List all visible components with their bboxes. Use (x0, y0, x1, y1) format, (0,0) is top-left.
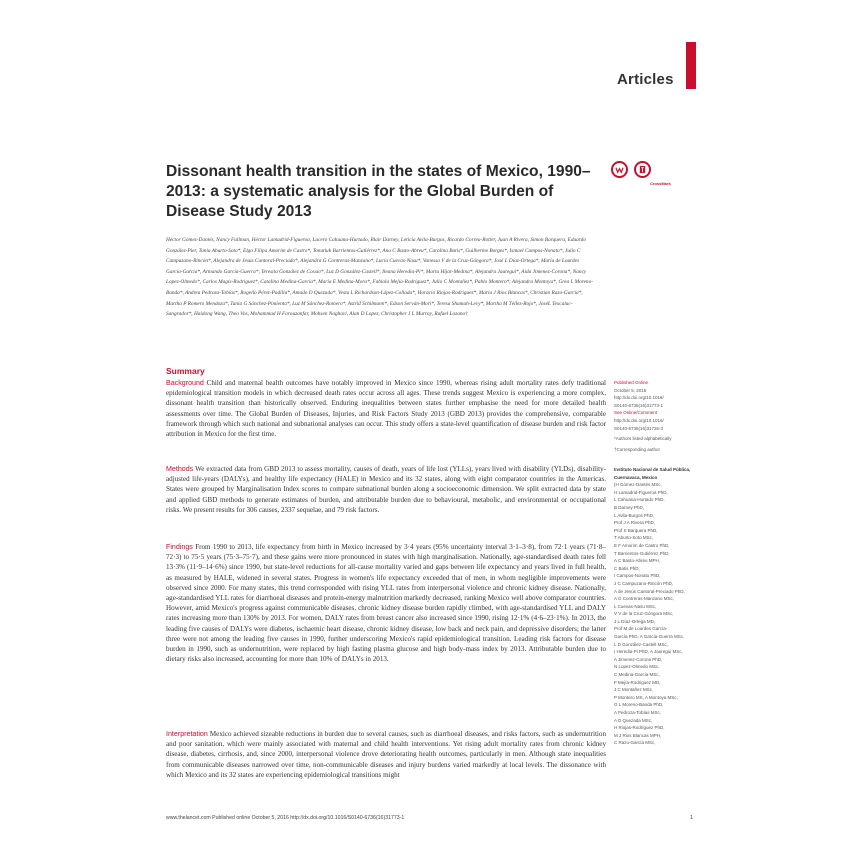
affiliations (614, 466, 694, 747)
affiliation-line: I Campos-Nonato PhD, (614, 573, 661, 579)
affiliation-line: M J Rios Blancas MPH, (614, 732, 662, 738)
affiliation-line: B Darney PhD, (614, 504, 645, 510)
affiliation-line: J C Montañez MSc, (614, 687, 654, 693)
findings-paragraph (166, 542, 606, 664)
published-date: October 5, 2016 (614, 387, 647, 393)
affiliation-line: E F Amorim de Castro PhD, (614, 542, 670, 548)
affiliation-line: F Mejía-Rodriguez MD, (614, 679, 661, 685)
section-label: Articles (617, 71, 674, 88)
affiliation-line: Prof J A Rivera PhD, (614, 520, 656, 526)
findings-text: From 1990 to 2013, life expectancy from birth in Mexico increased by 3·4 years (95% uncertainty interval 3·1–3·8), from 72·1 years (71·8–72·3) to 75·5 years (75·3–75·7), and these gains were more pronounced in states with high marginalisation. Nationally, age-standardised death rates fell 13·3% (11·9–14·6%) since 1990, but state-level reductions for all-cause mortality varied and gaps between life expectancy and years lived in full health, as measured by HALE, widened in several states. Progress in women's life expectancy exceeded that of men, in whom negligible improvements were observed since 2000. For many states, this trend corresponded with rising YLL rates from interpersonal violence and chronic kidney disease. Nationally, age-standardised YLL rates for diarrhoeal diseases and protein-energy malnutrition markedly decreased, ranking Mexico well above comparator countries. However, amid Mexico's progress against communicable diseases, chronic kidney disease burden rapidly climbed, with age-standardised YLL and DALY rates increasing more than 130% by 2013. For women, DALY rates from breast cancer also increased since 1990, rising 12·1% (4·6–23·1%). In 2013, the leading five causes of DALYs were diabetes, ischaemic heart disease, chronic kidney disease, low back and neck pain, and depressive disorders; the latter three were not among the leading five causes in 1990, further underscoring Mexico's rapid epidemiological transition. Leading risk factors for disease burden in 1990, such as undernutrition, were replaced by high fasting plasma glucose and high body-mass index by 2013. Attributable burden due to dietary risks also increased, accounting for more than 10% of DALYs in 2013. (166, 543, 606, 664)
crossmark-icon[interactable] (634, 161, 651, 178)
article-badges (611, 161, 651, 178)
corresponding-note: †Corresponding author (614, 446, 661, 452)
affiliation-line: C Medina-García MSc, (614, 672, 660, 678)
affiliation-line: T Aburto-Soto MSc, (614, 535, 654, 541)
affiliation-line: G L Moreno-Banda PhD, (614, 702, 664, 708)
methods-text: We extracted data from GBD 2013 to assess mortality, causes of death, years of life lost (YLLs), years lived with disability (YLDs), disability-adjusted life-years (DALYs), and healthy life expectancy (HALE) in Mexico and its 32 states, along with eight comparator countries in the Americas. States were grouped by Marginalisation Index scores to compare subnational burden along a socioeconomic dimension. We split extracted data by state and applied GBD methods to generate estimates of burden, and attributable burden due to behavioural, metabolic, and environmental or occupational risks. We present results for 306 causes, 2337 sequelae, and 79 risk factors. (166, 465, 606, 514)
crossmark-label: CrossMark (650, 181, 671, 186)
affiliation-line: A Pedroza-Tobías MSc, (614, 710, 662, 715)
affiliation-line: L Avila-Burgos PhD, (614, 512, 655, 518)
article-title: Dissonant health transition in the states of Mexico, 1990–2013: a systematic analysis for the Global Burden of Disease Study 2013 (166, 163, 591, 220)
author-list: Héctor Gómez-Dantés, Nancy Fullman, Héctor Lamadrid-Figueroa, Lucero Cahuana-Hurtado, Blair Darney, Leticia Avila-Burgos, Ricardo Correa-Rotter, Juan A Rivera, Simon Barquera, Eduardo González-Pier, Tania Aburto-Soto*, Elga Filipa Amorim de Castro*, Tonatiuh Barrientos-Gutiérrez*, Ana C Basto-Abreu*, Carolina Batis*, Guilherme Borges*, Ismael Campos-Nonato*, Julio C Campuzano-Rincón*, Alejandra de Jesús Cantoral-Preciado*, Alejandra G Contreras-Manzano*, Lucia Cuevas-Nasu*, Vanessa V de la Cruz-Góngora*, José L Díaz-Ortega*, María de Lourdes García-García*, Armando García-Guerra*, Teresita González de Cossío*, Luz D González-Castell*, Ileana Heredia-Pi*, Marta Hijar-Medina*, Alejandra Jauregui*, Aida Jimenez-Corona*, Nancy Lopez-Olmedo*, Carlos Magis-Rodriguez*, Catalina Medina-García*, María E Medina-Mora*, Fabiola Mejía-Rodriguez*, Julio C Montañez*, Pablo Montero*, Alejandra Montoya*, Grea L Moreno-Banda*, Andrea Pedroza-Tobías*, Rogelio Pérez-Padilla*, Amado D Quezada*, Vesta L Richardson-López-Collada*, Horacio Riojas-Rodríguez*, Maria J Rios Blancas*, Christian Razo-García*, Martha P Romero Mendoza*, Tania G Sánchez-Pimienta*, Luz M Sánchez-Romero*, Astrid Schilmann*, Edson Serván-Mori*, Teresa Shamah-Levy*, Martha M Téllez-Rojo*, JoséL Texcalac-Sangrador*, Haidong Wang, Theo Vos, Mohammad H Forouzanfar, Mohsen Naghavi, Alan D Lopez, Christopher J L Murray, Rafael Lozano† (166, 237, 593, 318)
see-online-comment[interactable]: See Online/Comment (614, 410, 658, 416)
affiliation-line: García PhD, A García-Guerra MSc, (614, 634, 685, 640)
affiliation-line: L Cuevas-Nasu MSc, (614, 603, 657, 609)
affiliation-line: Prof S Barquera PhD, (614, 527, 658, 533)
affiliation-line: P Montero MS, A Montoya MSc, (614, 694, 678, 700)
interpretation-label: Interpretation (166, 730, 208, 738)
doi-link-1b[interactable]: S0140-6736(16)31773-1 (614, 402, 664, 408)
doi-link-1a[interactable]: http://dx.doi.org/10.1016/ (614, 395, 664, 401)
affiliation-line: I Heredia-Pi PhD, A Jauregui MSc, (614, 649, 683, 655)
authors-note: *Authors listed alphabetically (614, 436, 672, 442)
doi-link-2a[interactable]: http://dx.doi.org/10.1016/ (614, 417, 664, 423)
affiliation-line: A Jimenez-Corona PhD, (614, 656, 663, 662)
summary-heading: Summary (166, 366, 205, 376)
open-access-icon[interactable] (611, 161, 628, 178)
affiliation-line: A G Contreras-Manzano MSc, (614, 596, 675, 602)
interpretation-text: Mexico achieved sizeable reductions in burden due to several causes, such as diarrhoeal diseases, and risks factors, such as undernutrition and poor sanitation, which were mainly associated with maternal and child health interventions. Yet rising adult mortality rates from chronic kidney disease, diabetes, cirrhosis, and, since 2000, interpersonal violence drove deteriorating health outcomes, particularly in men. Although state inequalities from communicable diseases narrowed over time, non-communicable diseases and injury burdens varied markedly at local levels. The dissonance with which Mexico and its 32 states are experiencing epidemiological transitions might (166, 730, 606, 779)
affiliation-line: C Batis PhD, (614, 565, 640, 571)
affiliation-list (614, 481, 694, 747)
journal-red-bar (686, 42, 696, 89)
affiliation-line: A D Quezada MSc, (614, 717, 653, 723)
affiliation-line: H Lamadrid-Figueroa PhD, (614, 489, 668, 495)
affiliation-line: L D González-Castell MSc, (614, 641, 668, 647)
institution-name: Instituto Nacional de Salud Pública, Cuernavaca, Mexico (614, 467, 691, 480)
affiliation-line: (H Gómez-Dantés MSc, (614, 482, 662, 488)
background-paragraph (166, 378, 606, 439)
doi-link-2b[interactable]: S0140-6736(16)31726-3 (614, 425, 664, 431)
page-number: 1 (690, 815, 694, 821)
background-label: Background (166, 379, 204, 387)
affiliation-line: Prof M de Lourdes García- (614, 626, 668, 632)
footer: www.thelancet.com Published online October 5, 2016 http://dx.doi.org/10.1016/S0140-6736(16)31773-1 (166, 815, 405, 821)
findings-label: Findings (166, 543, 193, 551)
affiliation-line: J C Campuzano-Rincón PhD, (614, 580, 674, 586)
affiliation-line: H Riojas-Rodríguez PhD, (614, 725, 665, 731)
affiliation-line: A de Jesús Cantoral-Preciado PhD, (614, 588, 685, 594)
methods-paragraph (166, 464, 606, 515)
affiliation-line: V V de la Cruz-Góngora MSc, (614, 611, 674, 617)
affiliation-line: T Barrientos-Gutiérrez PhD, (614, 550, 670, 556)
published-online-label: Published Online (614, 380, 649, 385)
affiliation-line: N Lopez-Olmedo MSc, (614, 664, 660, 670)
affiliation-line: L Cahuana-Hurtado PhD, (614, 497, 665, 503)
methods-label: Methods (166, 465, 194, 473)
publication-info (614, 379, 694, 453)
background-text: Child and maternal health outcomes have notably improved in Mexico since 1990, whereas rising adult mortality rates defy traditional epidemiological transition models in which decreased death rates occur across all ages. These trends suggest Mexico is experiencing a more complex, dissonant health transition than historically observed. Enduring inequalities between states further emphasise the need for more detailed health assessments over time. The Global Burden of Diseases, Injuries, and Risk Factors Study 2013 (GBD 2013) provides the comprehensive, comparable framework through which such national and subnational analyses can occur. This study offers a state-level quantification of disease burden and risk factor attribution in Mexico for the first time. (166, 379, 606, 439)
affiliation-line: J L Díaz-Ortega MD, (614, 618, 656, 624)
affiliation-line: C Razo-García MSc, (614, 740, 656, 746)
affiliation-line: A C Basto-Abreu MPH, (614, 558, 661, 564)
interpretation-paragraph (166, 729, 606, 780)
